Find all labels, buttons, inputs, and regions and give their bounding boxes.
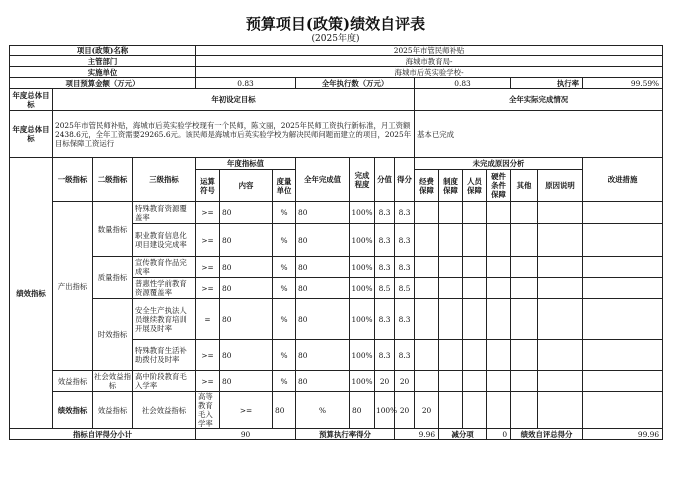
unit-cell: %: [273, 340, 296, 371]
col-actual: 全年完成值: [296, 158, 350, 202]
score-cell: 8.3: [375, 224, 395, 257]
col-improve: 改进措施: [583, 158, 663, 202]
degree-cell: 100%: [350, 340, 375, 371]
actual-cell: 80: [296, 202, 350, 224]
total-value: 99.96: [583, 429, 663, 440]
score-cell: 8.3: [375, 257, 395, 278]
unit-cell: %: [273, 257, 296, 278]
table-row: [10, 371, 663, 392]
score-cell: 8.3: [375, 202, 395, 224]
budget-label: 项目预算金额（万元）: [10, 78, 196, 89]
budget-score-value: 9.96: [395, 429, 439, 440]
content-cell: 80: [220, 257, 273, 278]
evaluation-table: [9, 45, 663, 440]
col-level1: 一级指标: [53, 158, 93, 202]
col-content: 内容: [220, 170, 273, 202]
indicator-name: 安全生产执法人员继续教育培训开展及时率: [133, 299, 196, 340]
score-cell: 8.5: [375, 278, 395, 299]
col-reason-other: 其他: [511, 170, 538, 202]
col-unit: 度量单位: [273, 170, 296, 202]
col-op: 运算符号: [196, 170, 220, 202]
timeliness-group-label: 时效指标: [93, 299, 133, 371]
table-row: [10, 257, 663, 278]
table-row: [10, 392, 663, 429]
op-cell: >=: [196, 224, 220, 257]
actual-cell: 80: [296, 257, 350, 278]
quantity-group-label: 数量指标: [93, 202, 133, 257]
unit-cell: %: [273, 299, 296, 340]
evaluation-sheet: [9, 14, 662, 440]
actual-goal-label: 全年实际完成情况: [415, 89, 663, 111]
score-cell: 8.3: [375, 340, 395, 371]
quality-group-label: 质量指标: [93, 257, 133, 299]
content-cell: 80: [220, 278, 273, 299]
unit-cell: %: [296, 392, 350, 429]
perf-group-label-2: 绩效指标: [53, 392, 93, 429]
content-cell: 80: [220, 371, 273, 392]
deduct-value: 0: [487, 429, 511, 440]
overall-goal-label-2: 年度总体目标: [10, 111, 53, 158]
col-got: 得分: [395, 158, 415, 202]
indicator-name: 职业教育信息化项目建设完成率: [133, 224, 196, 257]
indicator-name: 特殊教育资源覆盖率: [133, 202, 196, 224]
project-name-value: 2025年市管民师补贴: [196, 46, 663, 56]
exec-label: 全年执行数（万元）: [296, 78, 415, 89]
content-cell: 80: [220, 202, 273, 224]
subtotal-value: 90: [196, 429, 296, 440]
indicator-name: 高等教育毛入学率: [196, 392, 220, 429]
subtotal-label: 指标自评得分小计: [10, 429, 196, 440]
exec-value: 0.83: [415, 78, 511, 89]
social-group-label: 社会效益指标: [94, 372, 131, 390]
content-cell: 80: [220, 340, 273, 371]
rate-label: 执行率: [511, 78, 583, 89]
col-degree: 完成程度: [350, 158, 375, 202]
col-reasons-group: 未完成原因分析: [415, 158, 583, 170]
degree-cell: 100%: [350, 257, 375, 278]
actual-cell: 80: [296, 371, 350, 392]
got-cell: 8.3: [395, 257, 415, 278]
col-level3: 三级指标: [133, 158, 196, 202]
benefit-group-label-2: 效益指标: [93, 392, 133, 429]
output-group-label: 产出指标: [53, 202, 93, 371]
col-reason-hardware: 硬件条件保障: [487, 170, 511, 202]
col-score: 分值: [375, 158, 395, 202]
dept-value: 海城市教育局-: [196, 56, 663, 67]
col-target-group: 年度指标值: [196, 158, 296, 170]
rate-value: 99.59%: [583, 78, 663, 89]
budget-value: 0.83: [196, 78, 296, 89]
actual-cell: 80: [350, 392, 375, 429]
degree-cell: 100%: [350, 202, 375, 224]
project-name-label: 项目(政策)名称: [10, 46, 196, 56]
op-cell: >=: [196, 371, 220, 392]
score-cell: 20: [375, 371, 395, 392]
unit-cell: %: [273, 371, 296, 392]
actual-cell: 80: [296, 340, 350, 371]
initial-goal-text: 2025年市管民师补贴，海城市后英实验学校现有一个民师，陈文丽，2025年民师工资执行新标准，月工资额2438.6元，全年工资需要29265.6元。该民师是海城市后英实验学校为解决民师问题而建立的项目，2025年目标保障工资运行: [53, 111, 415, 158]
unit-label: 实施单位: [10, 67, 196, 78]
benefit-group-label: 效益指标: [53, 371, 93, 392]
budget-score-label: 预算执行率得分: [296, 429, 395, 440]
indicator-name: 宣传教育作品完成率: [133, 257, 196, 278]
got-cell: 8.3: [395, 340, 415, 371]
col-reason-staff: 人员保障: [463, 170, 487, 202]
col-reason-note: 原因说明: [538, 170, 583, 202]
score-cell: 8.3: [375, 299, 395, 340]
op-cell: >=: [196, 340, 220, 371]
degree-cell: 100%: [375, 392, 395, 429]
table-row: [10, 299, 663, 340]
unit-cell: %: [273, 278, 296, 299]
op-cell: =: [196, 299, 220, 340]
col-reason-system: 制度保障: [439, 170, 463, 202]
actual-cell: 80: [296, 224, 350, 257]
unit-value: 海城市后英实验学校-: [196, 67, 663, 78]
col-level2: 二级指标: [93, 158, 133, 202]
content-cell: 80: [273, 392, 296, 429]
got-cell: 8.3: [395, 224, 415, 257]
degree-cell: 100%: [350, 371, 375, 392]
got-cell: 20: [395, 371, 415, 392]
got-cell: 20: [415, 392, 439, 429]
deduct-label: 减分项: [439, 429, 487, 440]
degree-cell: 100%: [350, 299, 375, 340]
actual-goal-text: 基本已完成: [415, 111, 663, 158]
content-cell: 80: [220, 224, 273, 257]
col-reason-funding: 经费保障: [415, 170, 439, 202]
got-cell: 8.3: [395, 299, 415, 340]
degree-cell: 100%: [350, 224, 375, 257]
unit-cell: %: [273, 224, 296, 257]
op-cell: >=: [220, 392, 273, 429]
got-cell: 8.3: [395, 202, 415, 224]
op-cell: >=: [196, 202, 220, 224]
social-group-label-2: 社会效益指标: [133, 392, 196, 429]
unit-cell: %: [273, 202, 296, 224]
actual-cell: 80: [296, 299, 350, 340]
indicator-name: 特殊教育生活补助拨付及时率: [133, 340, 196, 371]
got-cell: 8.5: [395, 278, 415, 299]
degree-cell: 100%: [350, 278, 375, 299]
page-title: 预算项目(政策)绩效自评表: [245, 15, 426, 33]
total-label: 绩效自评总得分: [511, 429, 583, 440]
table-row: [10, 202, 663, 224]
op-cell: >=: [196, 278, 220, 299]
actual-cell: 80: [296, 278, 350, 299]
indicator-name: 高中阶段教育毛入学率: [133, 371, 196, 392]
perf-group-label: 绩效指标: [10, 158, 53, 429]
initial-goal-label: 年初设定目标: [53, 89, 415, 111]
dept-label: 主管部门: [10, 56, 196, 67]
op-cell: >=: [196, 257, 220, 278]
score-cell: 20: [395, 392, 415, 429]
year-subtitle: (2025年度): [311, 34, 360, 44]
indicator-name: 普惠性学前教育资源覆盖率: [133, 278, 196, 299]
content-cell: 80: [220, 299, 273, 340]
overall-goal-label: 年度总体目标: [10, 89, 53, 111]
